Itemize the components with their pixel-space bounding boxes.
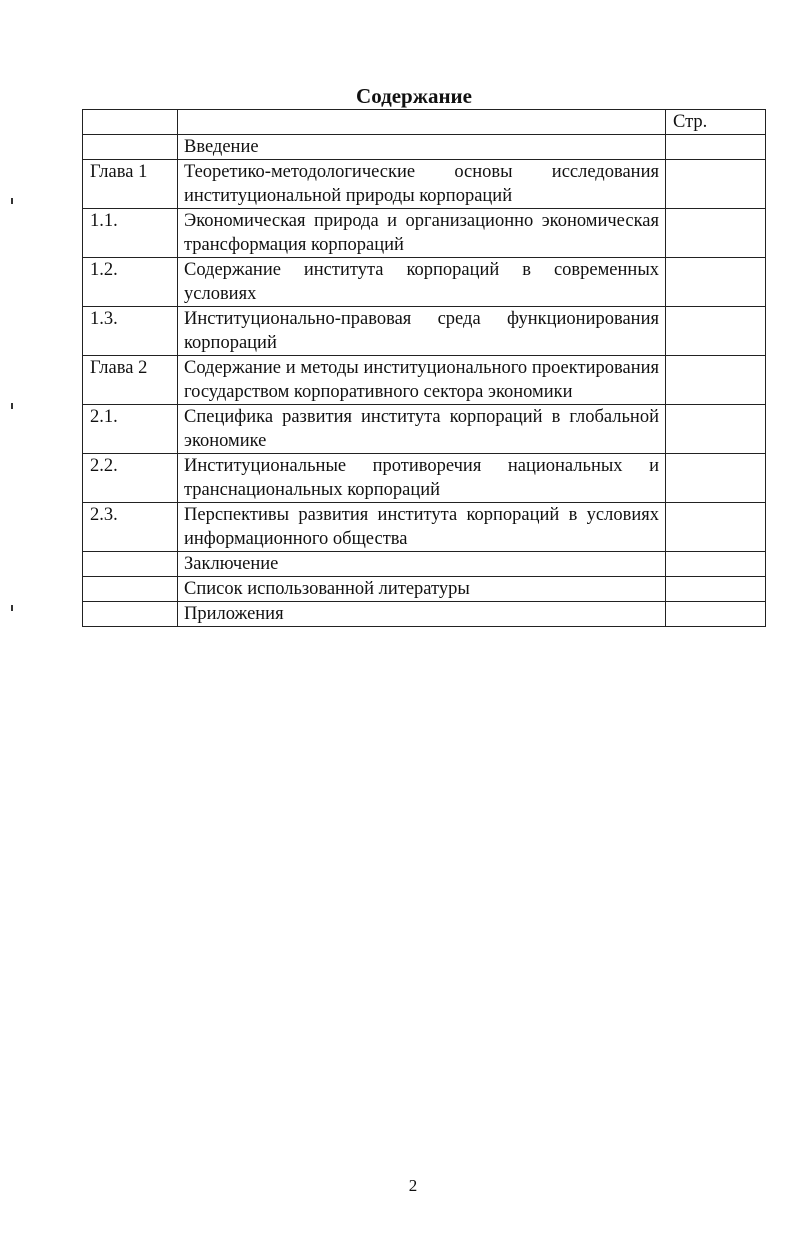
toc-item-number — [83, 135, 178, 160]
toc-item-page — [666, 602, 766, 627]
toc-item-number — [83, 552, 178, 577]
toc-item-number — [83, 577, 178, 602]
page-number: 2 — [408, 1176, 418, 1195]
toc-item-title: Содержание института корпораций в современных условиях — [178, 258, 666, 307]
toc-item-number — [83, 602, 178, 627]
page-title: Содержание — [356, 84, 472, 108]
toc-item-page — [666, 307, 766, 356]
toc-item-title: Содержание и методы институционального проектирования государством корпоративного сектора экономики — [178, 356, 666, 405]
toc-item-title: Список использованной литературы — [178, 577, 666, 602]
toc-item-title: Перспективы развития института корпораций в условиях информационного общества — [178, 503, 666, 552]
header-cell-page: Стр. — [666, 110, 766, 135]
toc-item-page — [666, 135, 766, 160]
toc-item-title: Теоретико-методологические основы исследования институциональной природы корпораций — [178, 160, 666, 209]
toc-item-number: Глава 2 — [83, 356, 178, 405]
toc-item-title: Введение — [178, 135, 666, 160]
toc-item-page — [666, 209, 766, 258]
toc-item-number: 2.1. — [83, 405, 178, 454]
table-header-row — [83, 110, 766, 135]
toc-row — [83, 503, 766, 552]
toc-row — [83, 258, 766, 307]
toc-item-page — [666, 577, 766, 602]
toc-row — [83, 307, 766, 356]
toc-item-title: Институциональные противоречия национальных и транснациональных корпораций — [178, 454, 666, 503]
toc-item-title: Заключение — [178, 552, 666, 577]
toc-item-page — [666, 356, 766, 405]
toc-item-page — [666, 454, 766, 503]
toc-item-title: Институционально-правовая среда функционирования корпораций — [178, 307, 666, 356]
toc-row — [83, 577, 766, 602]
toc-item-number: 2.3. — [83, 503, 178, 552]
scan-mark — [11, 198, 13, 204]
toc-item-number: 1.2. — [83, 258, 178, 307]
toc-item-page — [666, 405, 766, 454]
toc-row — [83, 356, 766, 405]
header-cell-number — [83, 110, 178, 135]
toc-item-number: 1.1. — [83, 209, 178, 258]
toc-row — [83, 454, 766, 503]
table-of-contents — [82, 109, 766, 627]
toc-item-title: Специфика развития института корпораций в глобальной экономике — [178, 405, 666, 454]
toc-row — [83, 405, 766, 454]
scan-mark — [11, 605, 13, 611]
toc-item-page — [666, 160, 766, 209]
toc-item-title: Приложения — [178, 602, 666, 627]
toc-row — [83, 602, 766, 627]
scan-mark — [11, 403, 13, 409]
toc-item-page — [666, 503, 766, 552]
toc-row — [83, 209, 766, 258]
header-cell-title — [178, 110, 666, 135]
toc-item-page — [666, 552, 766, 577]
toc-rows — [83, 135, 766, 627]
toc-row — [83, 552, 766, 577]
toc-item-number: Глава 1 — [83, 160, 178, 209]
toc-item-page — [666, 258, 766, 307]
toc-item-title: Экономическая природа и организационно экономическая трансформация корпораций — [178, 209, 666, 258]
toc-item-number: 2.2. — [83, 454, 178, 503]
toc-item-number: 1.3. — [83, 307, 178, 356]
toc-row — [83, 135, 766, 160]
toc-row — [83, 160, 766, 209]
